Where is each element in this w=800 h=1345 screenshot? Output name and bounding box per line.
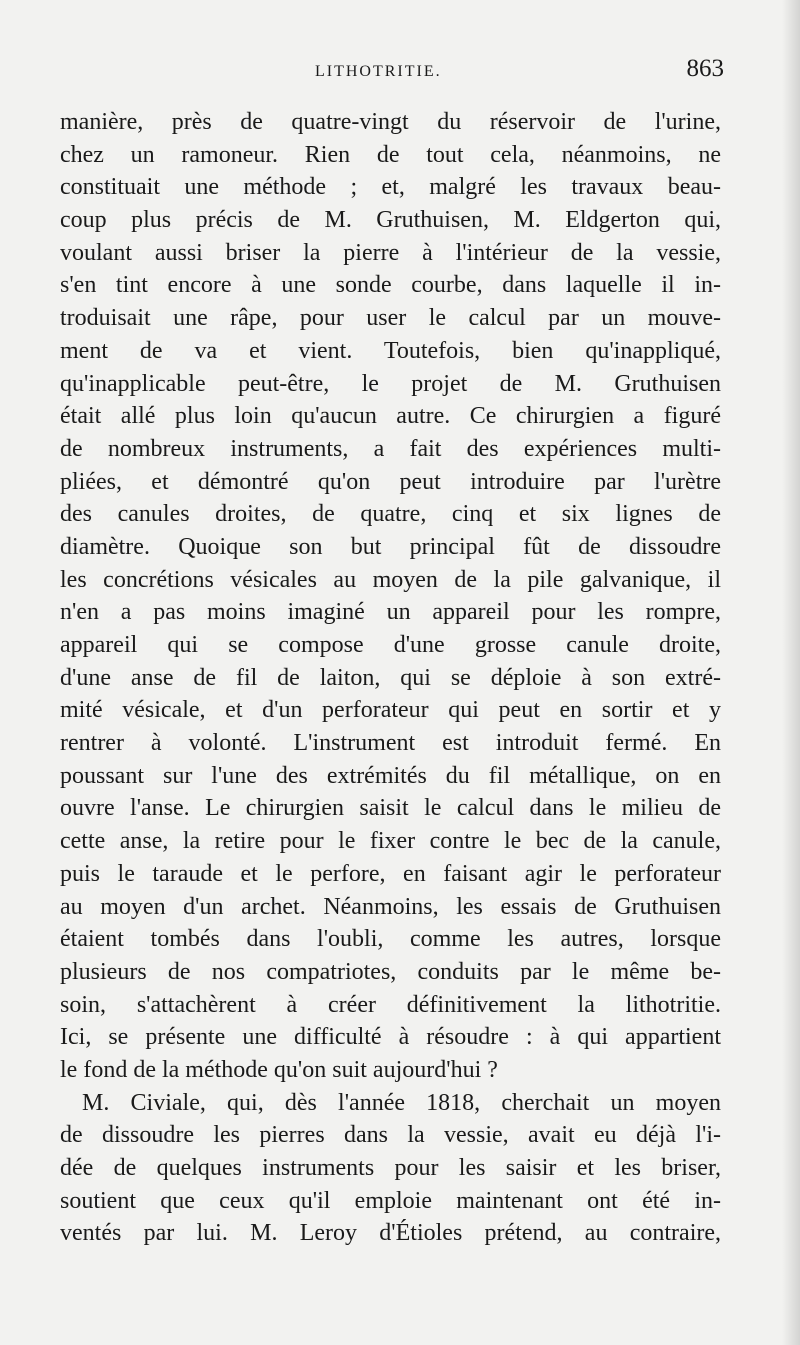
text-line: d'une anse de fil de laiton, qui se déploie à son extré- [60, 664, 721, 691]
text-line: les concrétions vésicales au moyen de la pile galvanique, il [60, 566, 721, 593]
text-line: voulant aussi briser la pierre à l'intérieur de la vessie, [60, 239, 721, 266]
text-line: qu'inapplicable peut-être, le projet de M. Gruthuisen [60, 370, 721, 397]
text-line: ouvre l'anse. Le chirurgien saisit le calcul dans le milieu de [60, 795, 721, 822]
page-header [60, 55, 724, 91]
text-line: au moyen d'un archet. Néanmoins, les essais de Gruthuisen [60, 893, 721, 920]
text-line: ventés par lui. M. Leroy d'Étioles prétend, au contraire, [60, 1220, 721, 1247]
text-line: étaient tombés dans l'oubli, comme les autres, lorsque [60, 926, 721, 953]
running-head: LITHOTRITIE. [315, 63, 442, 80]
text-line: n'en a pas moins imaginé un appareil pour les rompre, [60, 599, 721, 626]
text-line: ment de va et vient. Toutefois, bien qu'inappliqué, [60, 337, 721, 364]
paragraph-end-line: le fond de la méthode qu'on suit aujourd'hui ? [60, 1056, 498, 1083]
text-line: puis le taraude et le perfore, en faisant agir le perforateur [60, 860, 721, 887]
text-line: de nombreux instruments, a fait des expériences multi- [60, 435, 721, 462]
text-line: des canules droites, de quatre, cinq et six lignes de [60, 501, 721, 528]
text-line: soutient que ceux qu'il emploie maintenant ont été in- [60, 1187, 721, 1214]
text-line: mité vésicale, et d'un perforateur qui peut en sortir et y [60, 697, 721, 724]
text-line: dée de quelques instruments pour les saisir et les briser, [60, 1155, 721, 1181]
text-line: plusieurs de nos compatriotes, conduits par le même be- [60, 958, 721, 985]
page-number: 863 [686, 55, 724, 82]
text-line: était allé plus loin qu'aucun autre. Ce chirurgien a figuré [60, 403, 721, 430]
text-line: coup plus précis de M. Gruthuisen, M. Eldgerton qui, [60, 207, 721, 234]
text-line: appareil qui se compose d'une grosse canule droite, [60, 632, 721, 658]
text-line: de dissoudre les pierres dans la vessie, avait eu déjà l'i- [60, 1122, 721, 1149]
text-line: diamètre. Quoique son but principal fût de dissoudre [60, 533, 721, 560]
text-line: Ici, se présente une difficulté à résoudre : à qui appartient [60, 1024, 721, 1051]
paragraph-start-line: M. Civiale, qui, dès l'année 1818, cherchait un moyen [82, 1089, 721, 1116]
text-line: troduisait une râpe, pour user le calcul par un mouve- [60, 305, 721, 332]
text-line: chez un ramoneur. Rien de tout cela, néanmoins, ne [60, 141, 721, 168]
page-edge-shadow [782, 0, 800, 1345]
text-line: constituait une méthode ; et, malgré les travaux beau- [60, 174, 721, 201]
text-line: cette anse, la retire pour le fixer contre le bec de la canule, [60, 828, 721, 855]
text-line: rentrer à volonté. L'instrument est introduit fermé. En [60, 730, 721, 757]
text-line: manière, près de quatre-vingt du réservoir de l'urine, [60, 109, 721, 135]
text-line: soin, s'attachèrent à créer définitivement la lithotritie. [60, 991, 721, 1018]
text-line: poussant sur l'une des extrémités du fil métallique, on en [60, 762, 721, 789]
page-body [60, 106, 721, 1250]
text-line: pliées, et démontré qu'on peut introduire par l'urètre [60, 468, 721, 495]
text-line: s'en tint encore à une sonde courbe, dans laquelle il in- [60, 272, 721, 299]
